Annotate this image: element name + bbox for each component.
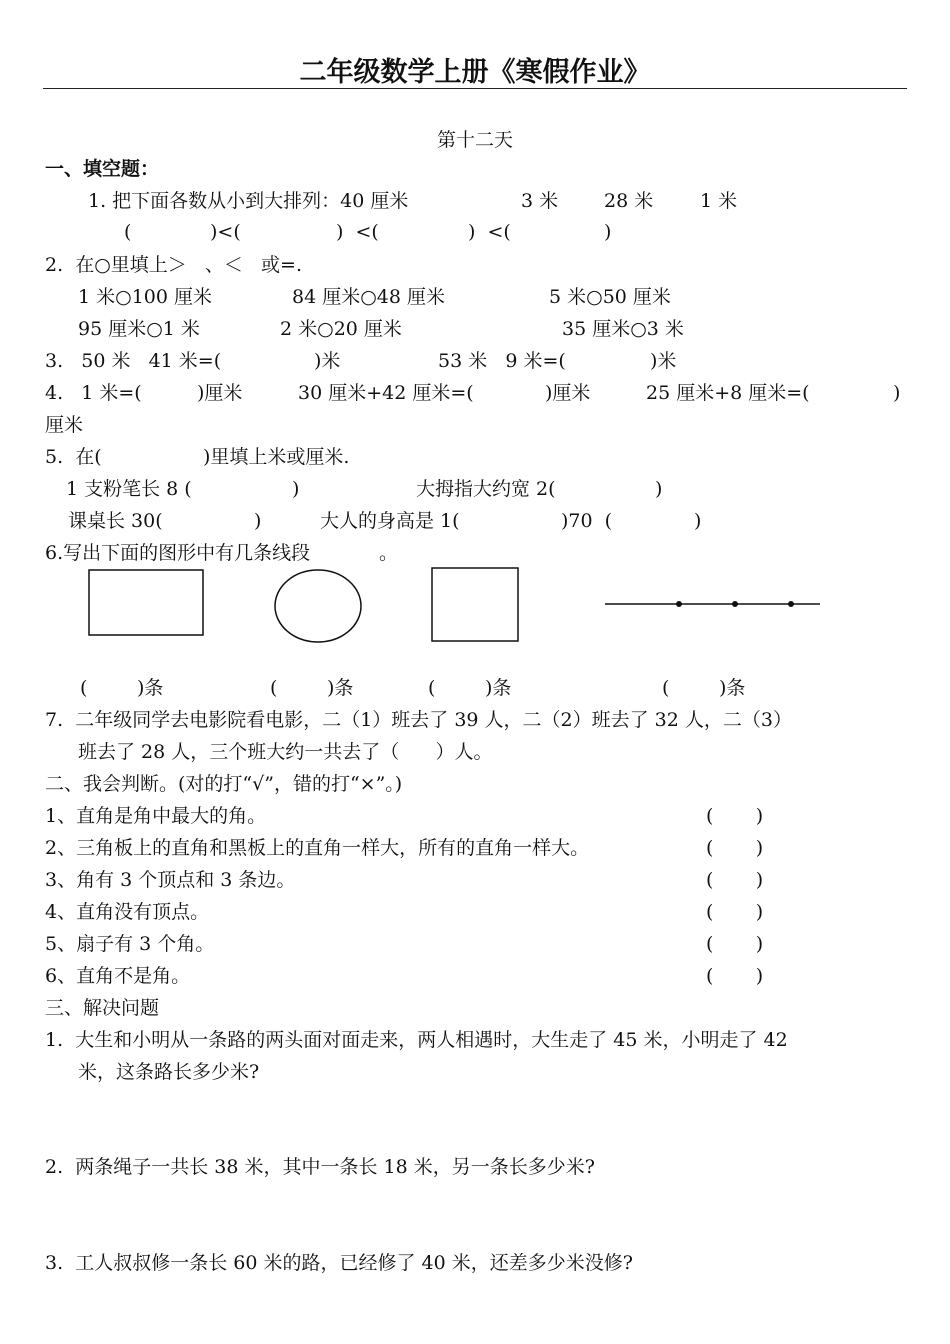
circle-figure — [275, 570, 361, 642]
q5-item: 1 支粉笔长 8 ( — [66, 478, 192, 500]
q4-part: 30 厘米+42 厘米=( — [298, 382, 474, 404]
q2-item: 35 厘米○3 米 — [562, 318, 684, 340]
q7-line: 7. 二年级同学去电影院看电影，二（1）班去了 39 人，二（2）班去了 32 人，二（3） — [45, 709, 792, 731]
q5-item: )70 ( — [561, 510, 613, 532]
q5-item: ) — [254, 510, 262, 532]
q5-text: 5. 在( — [45, 446, 102, 468]
segment-point — [732, 601, 738, 607]
q1-blank: ( — [124, 221, 132, 243]
rectangle-figure — [89, 570, 203, 635]
answer-bracket: ( ) — [706, 869, 764, 891]
q4-part: ) — [893, 382, 901, 404]
q5-item: ) — [694, 510, 702, 532]
q6-answer: )条 — [719, 677, 746, 699]
answer-bracket: ( ) — [706, 805, 764, 827]
q4-part: 4. 1 米=( — [45, 382, 142, 404]
section-1-heading: 一、填空题： — [45, 158, 160, 180]
problem-1-line: 1. 大生和小明从一条路的两头面对面走来，两人相遇时，大生走了 45 米，小明走了 42 — [45, 1029, 788, 1051]
section-3-heading: 三、解决问题 — [45, 997, 160, 1019]
q1-blank: ) <( — [336, 221, 379, 243]
q1-item: 1 米 — [700, 190, 738, 212]
q2-item: 95 厘米○1 米 — [78, 318, 200, 340]
q5-item: 大拇指大约宽 2( — [416, 478, 556, 500]
q4-part: )厘米 — [197, 382, 243, 404]
judge-item: 1、直角是角中最大的角。 — [45, 805, 267, 827]
judge-item: 4、直角没有顶点。 — [45, 901, 210, 923]
answer-bracket: ( ) — [706, 837, 764, 859]
q3-part: 53 米 9 米=( — [438, 350, 566, 372]
q3-part: 3. 50 米 41 米=( — [45, 350, 222, 372]
q5-item: 课桌长 30( — [68, 510, 163, 532]
q6-answer: ( — [662, 677, 670, 699]
q1-blank: ) — [604, 221, 612, 243]
q6-text: 6.写出下面的图形中有几条线段 — [45, 542, 311, 564]
q5-item: ) — [655, 478, 663, 500]
answer-bracket: ( ) — [706, 901, 764, 923]
q2-text: 2. 在○里填上＞ 、＜ 或=. — [45, 254, 302, 276]
q2-item: 84 厘米○48 厘米 — [292, 286, 446, 308]
segment-point — [788, 601, 794, 607]
q2-item: 1 米○100 厘米 — [78, 286, 213, 308]
problem-3: 3. 工人叔叔修一条长 60 米的路，已经修了 40 米，还差多少米没修? — [45, 1252, 633, 1274]
square-figure — [432, 568, 518, 641]
q4-part: 厘米 — [45, 414, 84, 436]
q6-dot: 。 — [379, 542, 399, 564]
q6-answer: )条 — [485, 677, 512, 699]
q6-answer: ( — [80, 677, 88, 699]
section-2-heading: 二、我会判断。(对的打“√”，错的打“×”。) — [45, 773, 403, 795]
q4-part: )厘米 — [545, 382, 591, 404]
q2-item: 5 米○50 厘米 — [549, 286, 671, 308]
worksheet-title: 二年级数学上册《寒假作业》 — [299, 57, 651, 88]
problem-2: 2. 两条绳子一共长 38 米，其中一条长 18 米，另一条长多少米? — [45, 1156, 595, 1178]
q1-item: 3 米 — [521, 190, 559, 212]
judge-item: 6、直角不是角。 — [45, 965, 191, 987]
answer-bracket: ( ) — [706, 965, 764, 987]
q6-answer: ( — [428, 677, 436, 699]
segment-point — [676, 601, 682, 607]
q1-blank: ) <( — [468, 221, 511, 243]
q1-item: 28 米 — [604, 190, 654, 212]
answer-bracket: ( ) — [706, 933, 764, 955]
problem-1-line: 米，这条路长多少米? — [78, 1061, 260, 1083]
q5-item: 大人的身高是 1( — [320, 510, 460, 532]
q1-blank: )<( — [210, 221, 241, 243]
q6-answer: )条 — [137, 677, 164, 699]
judge-item: 3、角有 3 个顶点和 3 条边。 — [45, 869, 296, 891]
judge-item: 2、三角板上的直角和黑板上的直角一样大，所有的直角一样大。 — [45, 837, 590, 859]
q4-part: 25 厘米+8 厘米=( — [646, 382, 810, 404]
q5-text: )里填上米或厘米. — [203, 446, 350, 468]
q6-answer: ( — [270, 677, 278, 699]
q3-part: )米 — [314, 350, 341, 372]
q1-text: 1. 把下面各数从小到大排列：40 厘米 — [88, 190, 409, 212]
q2-item: 2 米○20 厘米 — [280, 318, 402, 340]
q6-answer: )条 — [327, 677, 354, 699]
q7-line: 班去了 28 人，三个班大约一共去了（ ）人。 — [78, 741, 493, 763]
q5-item: ) — [292, 478, 300, 500]
day-label: 第十二天 — [436, 129, 513, 151]
judge-item: 5、扇子有 3 个角。 — [45, 933, 215, 955]
q3-part: )米 — [650, 350, 677, 372]
